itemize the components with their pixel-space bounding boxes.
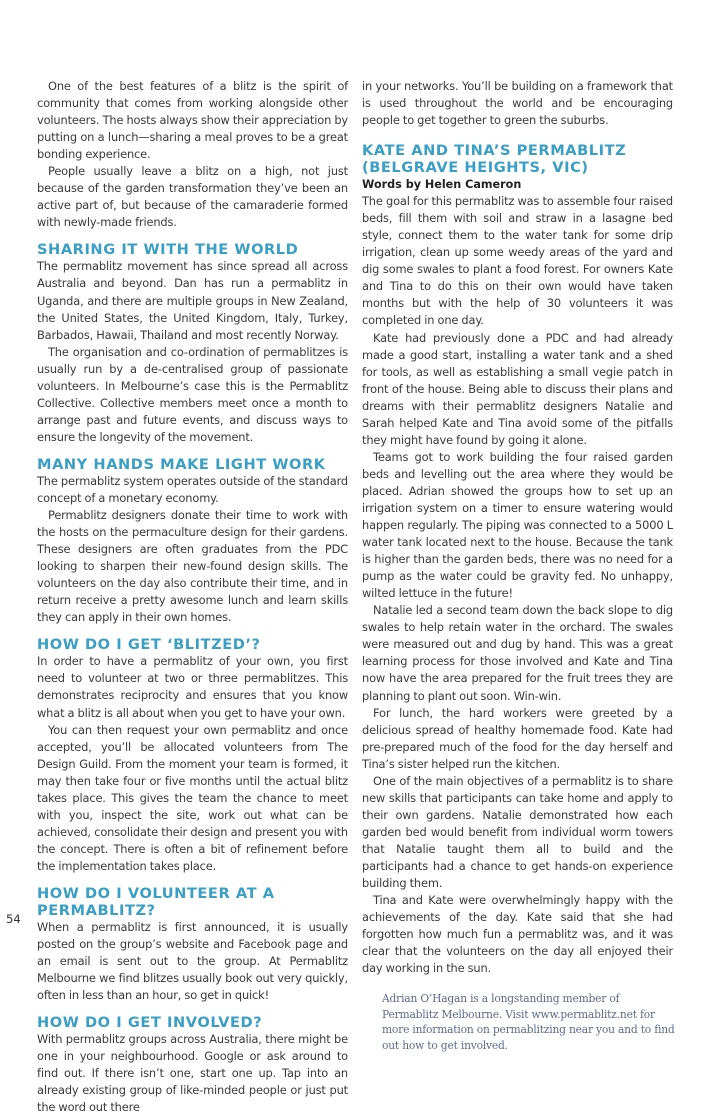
paragraph: The permablitz movement has since spread all across Australia and beyond. Dan has run a permablitz in Uganda, and there are multiple groups in New Zealand, the United States, the United Kingdom, Italy, Turkey, Barbados, Hawaii, Thailand and most recently Norway. — [37, 259, 348, 342]
author-bio: Adrian O’Hagan is a longstanding member of Permablitz Melbourne. Visit www.permablitz.net for more information on permablitzing near you and to find out how to get involved. — [382, 992, 675, 1053]
paragraph: The organisation and co-ordination of permablitzes is usually run by a de-centralised group of passionate volunteers. In Melbourne’s case this is the Permablitz Collective. Collective members meet once a month to arrange past and future events, and discuss ways to ensure the longevity of the movement. — [37, 344, 348, 444]
feature-heading-line1: KATE AND TINA’S PERMABLITZ — [362, 142, 627, 160]
intro-paragraph: People usually leave a blitz on a high, not just because of the garden transformation they’ve been an active part of, but because of the camaraderie formed with newly-made friends. — [37, 164, 348, 230]
right-column — [362, 78, 673, 1054]
paragraph: For lunch, the hard workers were greeted by a delicious spread of healthy homemade food. Kate had pre-prepared much of the food for the day herself and Tina’s sister helped run the kitchen. — [362, 705, 673, 771]
paragraph: One of the main objectives of a permablitz is to share new skills that participants can take home and apply to their own gardens. Natalie demonstrated how each garden bed would benefit from individual worm towers that Natalie taught them all to build and the participants had a chance to get hands-on experience building them. — [362, 773, 673, 891]
paragraph: In order to have a permablitz of your own, you first need to volunteer at two or three permablitzes. This demonstrates reciprocity and ensures that you know what a blitz is all about when you get to have your own. — [37, 654, 348, 720]
section-heading-many-hands: MANY HANDS MAKE LIGHT WORK — [37, 455, 326, 473]
left-column — [37, 78, 348, 1116]
section-heading-sharing: SHARING IT WITH THE WORLD — [37, 241, 299, 259]
continuation-paragraph: in your networks. You’ll be building on a framework that is used throughout the world and be encouraging people to get together to green the suburbs. — [362, 79, 673, 128]
paragraph: Teams got to work building the four raised garden beds and levelling out the area where they would be placed. Adrian showed the groups how to set up an irrigation system on a timer to ensure watering would happen regularly. The piping was connected to a 5000 L water tank located next to the house. Because the tank is higher than the garden beds, there was no need for a pump as the water could be gravity fed. No unhappy, wilted lettuce in the future! — [362, 449, 673, 601]
section-heading-get-involved: HOW DO I GET INVOLVED? — [37, 1014, 263, 1032]
paragraph: Permablitz designers donate their time to work with the hosts on the permaculture design for their gardens. These designers are often graduates from the PDC looking to sharpen their new-found design skills. The volunteers on the day also contribute their time, and in return receive a pretty awesome lunch and learn skills they can apply in their own homes. — [37, 508, 348, 625]
feature-heading — [362, 142, 673, 176]
paragraph: Kate had previously done a PDC and had already made a good start, installing a water tank and a shed for tools, as well as establishing a small vegie patch in front of the house. Being able to discuss their plans and dreams with their permablitz designers Natalie and Sarah helped Kate and Tina avoid some of the pitfalls they might have found by going it alone. — [362, 330, 673, 447]
paragraph: Natalie led a second team down the back slope to dig swales to help retain water in the orchard. The swales were measured out and dug by hand. This was a great learning process for those involved and Kate and Tina now have the area prepared for the fruit trees they are planning to plant out soon. Win-win. — [362, 603, 673, 703]
paragraph: The permablitz system operates outside of the standard concept of a monetary economy. — [37, 473, 348, 505]
section-heading-get-blitzed: HOW DO I GET ‘BLITZED’? — [37, 636, 261, 654]
paragraph: Tina and Kate were overwhelmingly happy with the achievements of the day. Kate said that she had forgotten how much fun a permablitz was, and it was clear that the volunteers on the day all enjoyed their day working in the sun. — [362, 893, 673, 976]
paragraph: When a permablitz is first announced, it is usually posted on the group’s website and Facebook page and an email is sent out to the group. At Permablitz Melbourne we find blitzes usually book out very quickly, often in less than an hour, so get in quick! — [37, 919, 348, 1003]
paragraph: You can then request your own permablitz and once accepted, you’ll be allocated volunteers from The Design Guild. From the moment your team is formed, it may then take four or five months until the actual blitz takes place. This gives the team the chance to meet with you, inspect the site, work out what can be achieved, consolidate their design and present you with the concept. There is often a bit of refinement before the implementation takes place. — [37, 722, 348, 873]
page-number: 54 — [6, 912, 21, 926]
feature-heading-line2: (BELGRAVE HEIGHTS, VIC) — [362, 159, 589, 177]
byline: Words by Helen Cameron — [362, 178, 522, 192]
intro-paragraph: One of the best features of a blitz is the spirit of community that comes from working alongside other volunteers. The hosts always show their appreciation by putting on a lunch—sharing a meal proves to be a great bonding experience. — [37, 79, 348, 162]
paragraph: The goal for this permablitz was to assemble four raised beds, fill them with soil and straw in a lasagne bed style, connect them to the water tank for some drip irrigation, clean up some weedy areas of the yard and dig some swales to plant a food forest. For owners Kate and Tina to do this on their own would have taken months but with the help of 30 volunteers it was completed in one day. — [362, 194, 673, 328]
section-heading-volunteer: HOW DO I VOLUNTEER AT A PERMABLITZ? — [37, 884, 275, 919]
paragraph: With permablitz groups across Australia, there might be one in your neighbourhood. Google or ask around to find out. If there isn’t one, start one up. Tap into an already existing group of like-minded people or just put the word out there — [37, 1032, 348, 1115]
